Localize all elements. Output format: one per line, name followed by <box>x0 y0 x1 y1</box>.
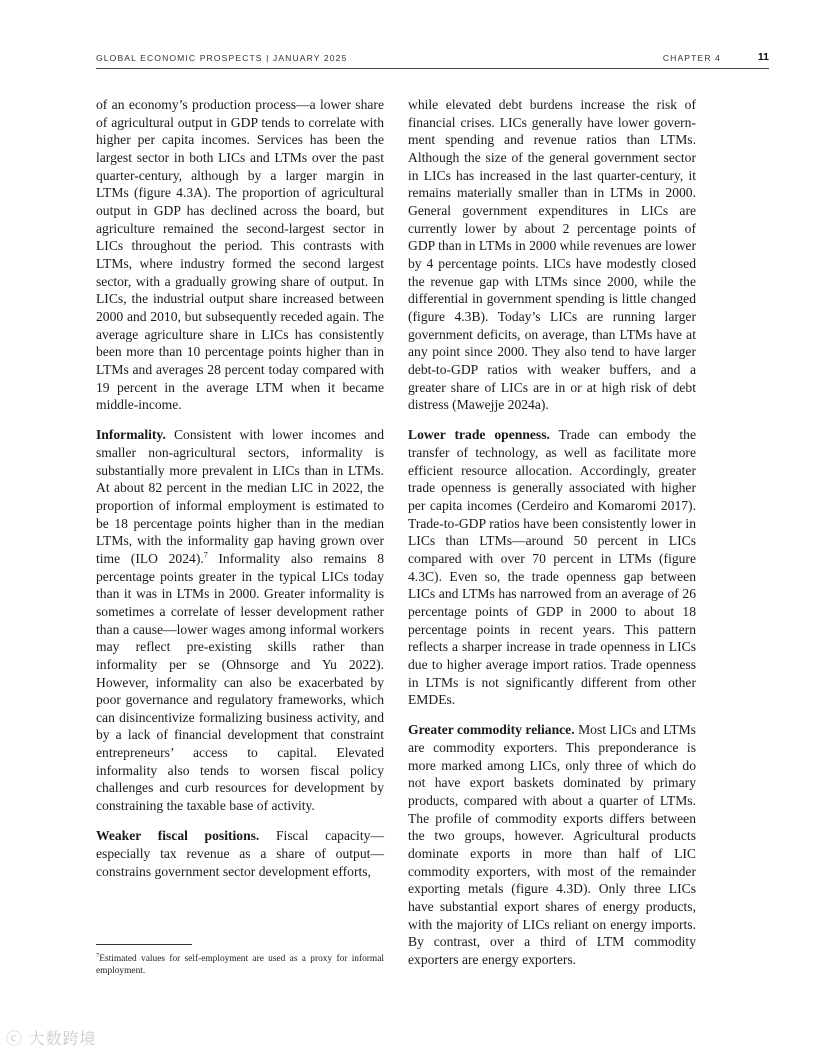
heading-trade: Lower trade openness. <box>408 427 550 443</box>
informality-text-b: Informality also remains 8 percentage points greater in the typical LICs today than it was in LTMs in 2000. Greater informality is sometimes a correlate of lesser development rather than a cause—lower wages among informal workers may reflect pre-existing skills rather than informality per se (Ohnsorge and Yu 2022). However, informality can also be exacerbated by poor governance and regulatory frameworks, which can disincentivize formalizing business activity, and by a lack of financial development that constraint entrepreneurs’ access to capital. Elevated informality also tends to worsen fiscal policy challenges and curb resources for development by constraining the taxable base of activity. <box>96 550 384 814</box>
footnote <box>96 951 384 977</box>
fiscal-text: Fiscal capacity—especially tax revenue as a share of output—constrains government sector development efforts, <box>96 828 384 879</box>
heading-commodity: Greater commodity reliance. <box>408 722 575 738</box>
page-number: 11 <box>757 51 769 63</box>
footnote-divider <box>96 944 192 945</box>
paragraph-informality <box>96 426 384 814</box>
footnote-text: Estimated values for self-employment are used as a proxy for informal employment. <box>96 954 384 976</box>
trade-text: Trade can embody the transfer of technology, as well as facilitate more efficient resource allocation. Accordingly, greater trade openness is generally associated with higher per capita incomes (Cerdeiro and Komaromi 2017). Trade-to-GDP ratios have been consistently lower in LICs than LTMs—around 50 percent in LICs compared with over 70 percent in LTMs (figure 4.3C). Even so, the trade openness gap between LICs and LTMs has narrowed from an average of 26 percentage points of GDP in 2000 to about 18 percentage points in recent years. This pattern reflects a sharper increase in trade openness in LICs due to higher average import ratios. Trade openness in LTMs is not significantly different from other EMDEs. <box>408 427 696 708</box>
footnote-reference[interactable]: 7 <box>203 550 208 560</box>
right-column <box>408 96 696 981</box>
paragraph-trade <box>408 426 696 709</box>
paragraph-fiscal-continued: while elevated debt burdens increase the risk of financial crises. LICs generally have lower government spending and revenue ratios than LTMs. Although the size of the general government sector in LICs has increased in the last quarter-century, it remains materially smaller than in LTMs in 2000. General government expenditures in LICs are currently lower by about 2 percentage points of GDP than in LTMs in 2000 while revenues are lower by 4 percentage points. LICs have modestly closed the revenue gap with LTMs since 2000, while the differential in government spending is little changed (figure 4.3B). Today’s LICs are running larger government deficits, on average, than LTMs have at any point since 2000. They also tend to have larger debt-to-GDP ratios with weaker buffers, and a greater share of LICs are in or at high risk of debt distress (Mawejje 2024a). <box>408 97 696 413</box>
paragraph-fiscal <box>96 827 384 880</box>
commodity-text: Most LICs and LTMs are commodity exporters. This preponderance is more marked among LICs, only three of which do not have export baskets dominated by primary products, compared with about a quarter of LTMs. The profile of commodity exports differs between the two groups, however. Agricultural products dominate exports in more than half of LIC commodity exporters, with most of the remainder exporting metals (figure 4.3D). Only three LICs have substantial export shares of energy products, with the majority of LICs reliant on energy imports. By contrast, over a third of LTM commodity exporters are energy exporters. <box>408 722 696 967</box>
heading-fiscal: Weaker fiscal positions. <box>96 828 260 844</box>
publication-title: GLOBAL ECONOMIC PROSPECTS | JANUARY 2025 <box>96 53 348 63</box>
running-header <box>96 48 769 69</box>
paragraph-sector-structure: of an economy’s production process—a lower share of agricultural output in GDP tends to correlate with higher per capita incomes. Services has been the largest sector in both LICs and LTMs over the past quarter-century, although by a larger margin in LTMs (figure 4.3A). The proportion of agricultural output in GDP has declined across the board, but agriculture remained the second-largest sector in LICs throughout the period. This contrasts with LTMs, where industry formed the second largest sector, with a gradually growing share of output. In LICs, the industrial output share increased between 2000 and 2010, but subsequently receded again. The average agriculture share in LICs has consistently been more than 10 percentage points higher than in LTMs and averages 28 percent today compared with 19 percent in the average LTM when it became middle-income. <box>96 97 384 413</box>
paragraph-commodity <box>408 721 696 968</box>
chapter-label: CHAPTER 4 <box>662 53 721 63</box>
heading-informality: Informality. <box>96 427 166 443</box>
footnote-mark: 7 <box>96 951 100 959</box>
informality-text-a: Consistent with lower incomes and smaller non-agricultural sectors, informality is substantially more prevalent in LICs than in LTMs. At about 82 percent in the median LIC in 2022, the proportion of informal employment is estimated to be 18 percentage points higher than in the median LTMs, with the informality gap having grown over time (ILO 2024). <box>96 427 384 566</box>
watermark: ⓒ 大数跨境 <box>6 1031 97 1048</box>
left-column <box>96 96 384 893</box>
